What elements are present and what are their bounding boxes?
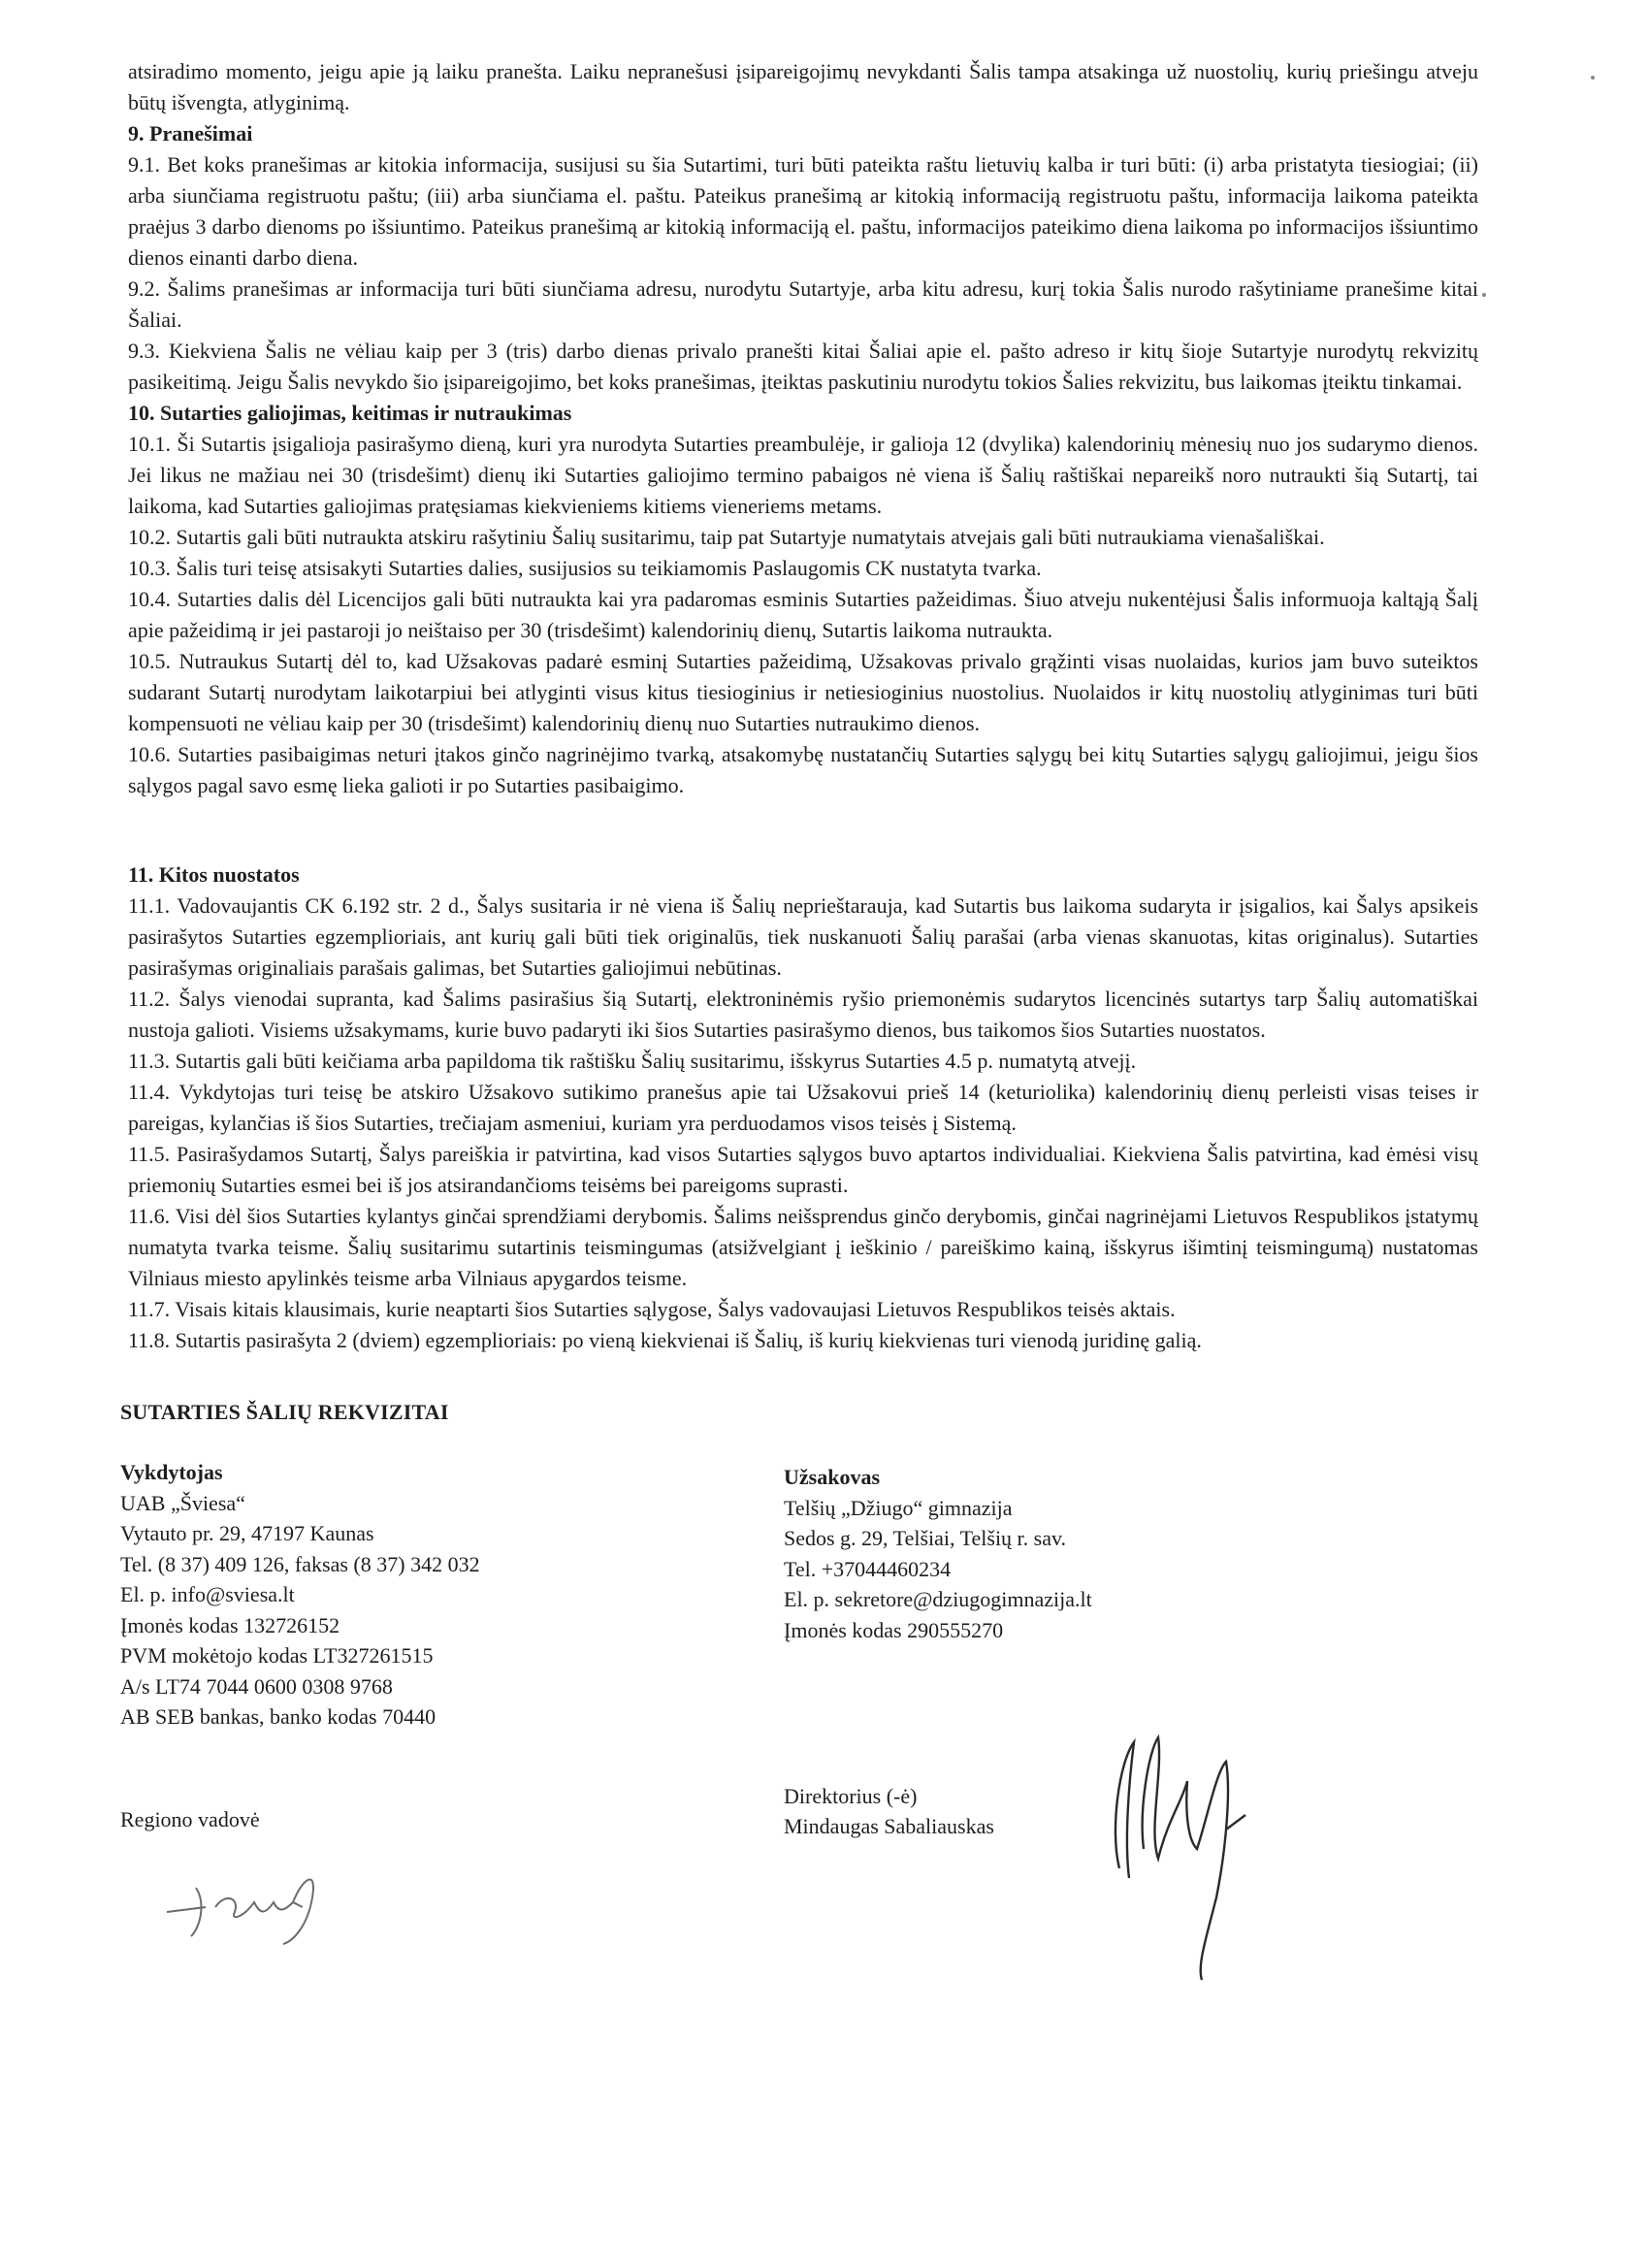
paragraph-10-5: 10.5. Nutraukus Sutartį dėl to, kad Užsakovas padarė esminį Sutarties pažeidimą, Užsakovas privalo grąžinti visas nuolaidas, kurios jam buvo suteiktos sudarant Sutartį nurodytam laikotarpiui bei atlyginti visus kitus tiesioginius ir netiesioginius nuostolius. Nuolaidos ir kitų nuostolių atlyginimas turi būti kompensuoti ne vėliau kaip per 30 (trisdešimt) kalendorinių dienų nuo Sutarties nutraukimo dienos. (128, 649, 1478, 735)
executor-line: El. p. info@sviesa.lt (120, 1582, 295, 1606)
section-11-title: 11. Kitos nuostatos (128, 862, 300, 887)
paragraph-9-2: 9.2. Šalims pranešimas ar informacija turi būti siunčiama adresu, nurodytu Sutartyje, arba kitu adresu, kurį tokia Šalis nurodo rašytiniame pranešime kitai Šaliai. (128, 276, 1478, 332)
intro-paragraph: atsiradimo momento, jeigu apie ją laiku pranešta. Laiku nepranešusi įsipareigojimų nevykdanti Šalis tampa atsakinga už nuostolių, kurių priešingu atveju būtų išvengta, atlyginimą. (128, 59, 1478, 114)
executor-line: AB SEB bankas, banko kodas 70440 (120, 1704, 436, 1729)
executor-signer-title: Regiono vadovė (120, 1806, 260, 1831)
section-10-title: 10. Sutarties galiojimas, keitimas ir nutraukimas (128, 401, 572, 425)
paragraph-10-1: 10.1. Ši Sutartis įsigalioja pasirašymo dieną, kuri yra nurodyta Sutarties preambulėje, ir galioja 12 (dvylika) kalendorinių mėnesių nuo jos sudarymo dienos. Jei likus ne mažiau nei 30 (trisdešimt) dienų iki Sutarties galiojimo termino pabaigos nė viena iš Šalių raštiškai nepareikš noro nutraukti šią Sutartį, tai laikoma, kad Sutarties galiojimas pratęsiamas kiekvieniems kitiems vieneriems metams. (128, 432, 1478, 518)
client-signer-name: Mindaugas Sabaliauskas (784, 1814, 994, 1838)
signers-row (120, 1781, 1478, 2072)
client-signer (784, 1781, 994, 2072)
paragraph-11-1: 11.1. Vadovaujantis CK 6.192 str. 2 d., Šalys susitaria ir nė viena iš Šalių neprieštarauja, kad Sutartis bus laikoma sudaryta ir įsigalios, kai Šalys apsikeis pasirašytos Sutarties egzemplioriais, ant kurių gali būti tiek originalūs, tiek nuskanuoti Šalių parašai (arba vienas skanuotas, kitas originalus). Sutarties pasirašymas originaliais parašais galimas, bet Sutarties galiojimui nebūtinas. (128, 893, 1478, 980)
client-heading: Užsakovas (784, 1465, 881, 1489)
client-line: Telšių „Džiugo“ gimnazija (784, 1495, 1013, 1520)
paragraph-10-3: 10.3. Šalis turi teisę atsisakyti Sutarties dalies, susijusios su teikiamomis Paslaugomis CK nustatyta tvarka. (128, 556, 1042, 580)
client-requisites (784, 1457, 1092, 1733)
executor-line: Įmonės kodas 132726152 (120, 1612, 340, 1637)
paragraph-11-2: 11.2. Šalys vienodai supranta, kad Šalims pasirašius šią Sutartį, elektroninėmis ryšio priemonėmis sudarytos licencinės sutartys tarp Šalių automatiškai nustoja galioti. Visiems užsakymams, kurie buvo padaryti iki šios Sutarties pasirašymo dienos, bus taikomos šios Sutarties nuostatos. (128, 987, 1478, 1042)
paragraph-11-6: 11.6. Visi dėl šios Sutarties kylantys ginčai sprendžiami derybomis. Šalims neišsprendus ginčo derybomis, ginčai nagrinėjami Lietuvos Respublikos įstatymų numatyta tvarka teisme. Šalių susitarimu sutartinis teismingumas (atsižvelgiant į ieškinio / pareiškimo kainą, išskyrus išimtinį teismingumą) nustatomas Vilniaus miesto apylinkės teisme arba Vilniaus apygardos teisme. (128, 1204, 1478, 1290)
client-signature (1090, 1723, 1284, 1985)
paragraph-11-7: 11.7. Visais kitais klausimais, kurie neaptarti šios Sutarties sąlygose, Šalys vadovaujasi Lietuvos Respublikos teisės aktais. (128, 1297, 1176, 1321)
paragraph-10-6: 10.6. Sutarties pasibaigimas neturi įtakos ginčo nagrinėjimo tvarką, atsakomybę nustatančių Sutarties sąlygų bei kitų Sutarties sąlygų galiojimui, jeigu šios sąlygos pagal savo esmę lieka galioti ir po Sutarties pasibaigimo. (128, 742, 1478, 797)
executor-line: Tel. (8 37) 409 126, faksas (8 37) 342 032 (120, 1551, 480, 1576)
executor-line: A/s LT74 7044 0600 0308 9768 (120, 1673, 393, 1699)
executor-signature (147, 1859, 361, 1946)
section-9-title: 9. Pranešimai (128, 121, 253, 146)
paragraph-9-3: 9.3. Kiekviena Šalis ne vėliau kaip per 3 (tris) darbo dienas privalo pranešti kitai Šaliai apie el. pašto adreso ir kitų šioje Sutartyje nurodytų rekvizitų pasikeitimą. Jeigu Šalis nevykdo šio įsipareigojimo, bet koks pranešimas, įteiktas paskutiniu nurodytu tokios Šalies rekvizitu, bus laikomas įteiktu tinkamai. (128, 339, 1478, 394)
client-line: El. p. sekretore@dziugogimnazija.lt (784, 1587, 1092, 1611)
paragraph-10-4: 10.4. Sutarties dalis dėl Licencijos gali būti nutraukta kai yra padaromas esminis Sutarties pažeidimas. Šiuo atveju nukentėjusi Šalis informuoja kaltąją Šalį apie pažeidimą ir jei pastaroji jo neištaiso per 30 (trisdešimt) kalendorinių dienų, Sutartis laikoma nutraukta. (128, 587, 1478, 642)
executor-heading: Vykdytojas (120, 1460, 223, 1484)
paragraph-9-1: 9.1. Bet koks pranešimas ar kitokia informacija, susijusi su šia Sutartimi, turi būti pateikta raštu lietuvių kalba ir turi būti: (i) arba pristatyta tiesiogiai; (ii) arba siunčiama registruotu paštu; (iii) arba siunčiama el. paštu. Pateikus pranešimą ar kitokią informaciją registruotu paštu, informacija laikoma pateikta praėjus 3 darbo dienoms po išsiuntimo. Pateikus pranešimą ar kitokią informaciją el. paštu, informacijos pateikimo diena laikoma po informacijos išsiuntimo dienos einanti darbo diena. (128, 152, 1478, 270)
paragraph-11-3: 11.3. Sutartis gali būti keičiama arba papildoma tik raštišku Šalių susitarimu, išskyrus Sutarties 4.5 p. numatytą atvejį. (128, 1049, 1137, 1073)
client-signer-title: Direktorius (-ė) (784, 1783, 918, 1808)
requisites-title: SUTARTIES ŠALIŲ REKVIZITAI (120, 1400, 449, 1424)
client-line: Tel. +37044460234 (784, 1556, 952, 1581)
section-9-10-block (128, 56, 1478, 801)
executor-line: PVM mokėtojo kodas LT327261515 (120, 1643, 434, 1668)
requisites-columns (120, 1457, 1478, 1733)
paragraph-11-4: 11.4. Vykdytojas turi teisę be atskiro Užsakovo sutikimo pranešus apie tai Užsakovui prieš 14 (keturiolika) kalendorinių dienų perleisti visas teises ir pareigas, kylančias iš šios Sutarties, trečiajam asmeniui, kuriam yra perduodamos visos teisės į Sistemą. (128, 1080, 1478, 1135)
paragraph-11-8: 11.8. Sutartis pasirašyta 2 (dviem) egzemplioriais: po vieną kiekvienai iš Šalių, iš kurių kiekvienas turi vienodą juridinę galią. (128, 1328, 1202, 1352)
scan-speck (1591, 76, 1595, 80)
client-line: Sedos g. 29, Telšiai, Telšių r. sav. (784, 1526, 1067, 1550)
section-11-block (128, 859, 1478, 1356)
executor-line: Vytauto pr. 29, 47197 Kaunas (120, 1521, 374, 1545)
scan-speck (1482, 293, 1486, 297)
client-line: Įmonės kodas 290555270 (784, 1617, 1004, 1642)
executor-line: UAB „Šviesa“ (120, 1490, 245, 1515)
paragraph-10-2: 10.2. Sutartis gali būti nutraukta atskiru rašytiniu Šalių susitarimu, taip pat Sutartyje numatytais atvejais gali būti nutraukiama vienašališkai. (128, 525, 1325, 549)
executor-requisites (120, 1457, 784, 1733)
paragraph-11-5: 11.5. Pasirašydamos Sutartį, Šalys pareiškia ir patvirtina, kad visos Sutarties sąlygos buvo aptartos individualiai. Kiekviena Šalis patvirtina, kad ėmėsi visų priemonių Sutarties esmei bei iš jos atsirandančioms teisėms bei pareigoms suprasti. (128, 1142, 1478, 1197)
contract-page (120, 0, 1478, 2072)
